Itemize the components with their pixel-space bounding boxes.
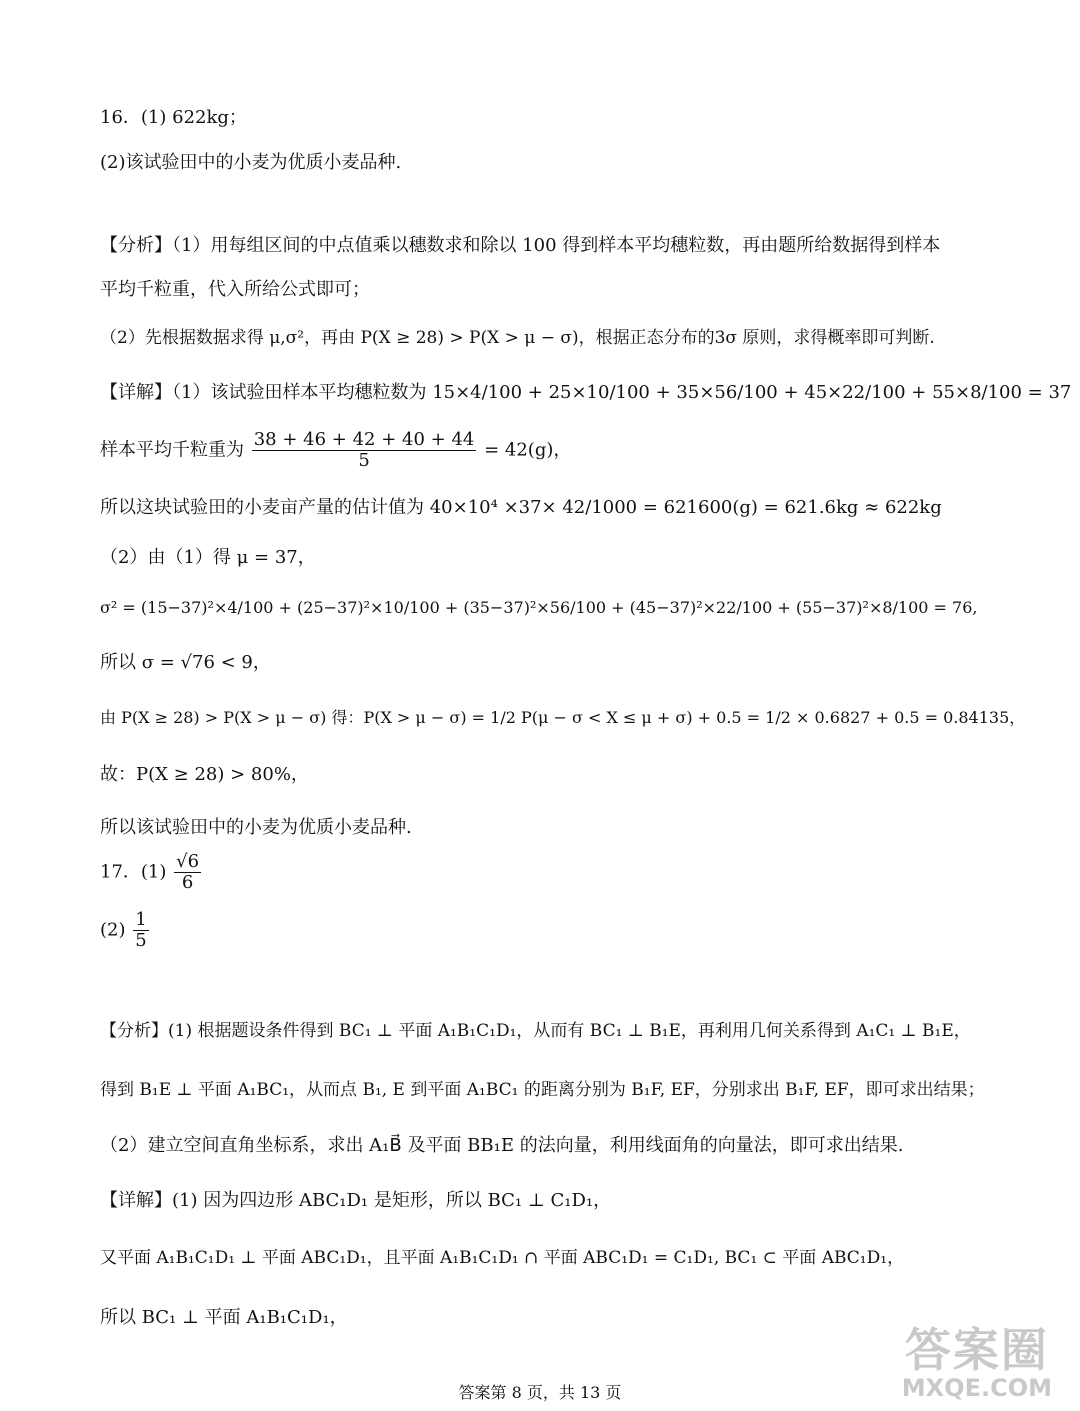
q16-detail-line7: 由 P(X ≥ 28) > P(X > μ − σ) 得：P(X > μ − σ) = 1/2 P(μ − σ < X ≤ μ + σ) + 0.5 = 1/2 × 0.6827 + 0.5 = 0.84135，: [100, 708, 1026, 727]
q16-detail-line5: σ² = (15−37)²×4/100 + (25−37)²×10/100 + (35−37)²×56/100 + (45−37)²×22/100 + (55−37)²×8/100 = 76,: [100, 598, 978, 617]
q16-analysis-line1: 【分析】（1）用每组区间的中点值乘以穗数求和除以 100 得到样本平均穗粒数，再由题所给数据得到样本: [100, 235, 941, 256]
watermark-top-text: 答案圈: [904, 1323, 1049, 1377]
q16-detail2-prefix: 样本平均千粒重为: [100, 439, 244, 461]
q17-ans1-prefix: 17．(1): [100, 861, 167, 883]
q16-analysis-line2: 平均千粒重，代入所给公式即可；: [100, 279, 370, 300]
q17-ans1-denominator: 6: [181, 872, 194, 893]
q16-detail-line1: [100, 380, 1071, 406]
q16-detail2-numerator: 38 + 46 + 42 + 40 + 44: [253, 429, 475, 450]
q16-detail2-denominator: 5: [358, 450, 370, 471]
q16-detail-line9: 所以该试验田中的小麦为优质小麦品种.: [100, 817, 412, 838]
q16-detail1-expression: 15×4/100 + 25×10/100 + 35×56/100 + 45×22/100 + 55×8/100 = 37: [432, 382, 1072, 403]
q16-detail-line3: [100, 495, 942, 521]
watermark-bottom-text: MXQE.COM: [901, 1374, 1052, 1402]
question-17-answer-part2: [100, 910, 151, 951]
question-16-answer-part1: 16．(1) 622kg；: [100, 107, 247, 128]
q17-analysis-line1: 【分析】(1) 根据题设条件得到 BC₁ ⊥ 平面 A₁B₁C₁D₁，从而有 BC₁ ⊥ B₁E，再利用几何关系得到 A₁C₁ ⊥ B₁E，: [100, 1021, 971, 1041]
q16-analysis-line3: （2）先根据数据求得 μ,σ²，再由 P(X ≥ 28) > P(X > μ − σ)，根据正态分布的3σ 原则，求得概率即可判断.: [100, 328, 935, 348]
question-17-answer-part1: [100, 852, 203, 893]
q17-analysis-line3: （2）建立空间直角坐标系，求出 A₁B⃗ 及平面 BB₁E 的法向量，利用线面角的向量法，即可求出结果.: [100, 1135, 904, 1156]
page-footer: 答案第 8 页，共 13 页: [458, 1383, 622, 1402]
q16-detail3-prefix: 所以这块试验田的小麦亩产量的估计值为: [100, 497, 424, 518]
q16-detail-line6: 所以 σ = √76 < 9，: [100, 652, 271, 673]
question-16-answer-part2: (2)该试验田中的小麦为优质小麦品种.: [100, 152, 402, 173]
q16-detail-line4: （2）由（1）得 μ = 37，: [100, 547, 316, 568]
q17-ans1-fraction: [174, 852, 201, 893]
q16-detail-line8: 故：P(X ≥ 28) > 80%，: [100, 764, 309, 785]
q17-ans2-fraction: [133, 910, 148, 951]
q17-detail-line1: 【详解】(1) 因为四边形 ABC₁D₁ 是矩形，所以 BC₁ ⊥ C₁D₁，: [100, 1190, 612, 1211]
watermark-logo: [902, 1325, 1052, 1401]
q17-ans1-numerator: √6: [176, 851, 200, 872]
q17-analysis-line2: 得到 B₁E ⊥ 平面 A₁BC₁，从而点 B₁, E 到平面 A₁BC₁ 的距离分别为 B₁F, EF，分别求出 B₁F, EF，即可求出结果；: [100, 1080, 985, 1100]
q17-ans2-prefix: (2): [100, 919, 126, 941]
q17-ans2-denominator: 5: [135, 930, 147, 951]
q16-detail3-expression: 40×10⁴ ×37× 42/1000 = 621600(g) = 621.6kg ≈ 622kg: [429, 497, 942, 518]
q16-detail2-result: = 42(g)，: [484, 439, 572, 461]
q16-detail1-prefix: 【详解】（1）该试验田样本平均穗粒数为: [100, 382, 427, 403]
q17-ans2-numerator: 1: [135, 909, 147, 930]
q17-detail-line2: 又平面 A₁B₁C₁D₁ ⊥ 平面 ABC₁D₁，且平面 A₁B₁C₁D₁ ∩ 平面 ABC₁D₁ = C₁D₁, BC₁ ⊂ 平面 ABC₁D₁，: [100, 1248, 905, 1268]
q16-detail2-fraction: [252, 430, 477, 471]
q17-detail-line3: 所以 BC₁ ⊥ 平面 A₁B₁C₁D₁，: [100, 1307, 348, 1328]
q16-detail-line2: [100, 430, 571, 471]
